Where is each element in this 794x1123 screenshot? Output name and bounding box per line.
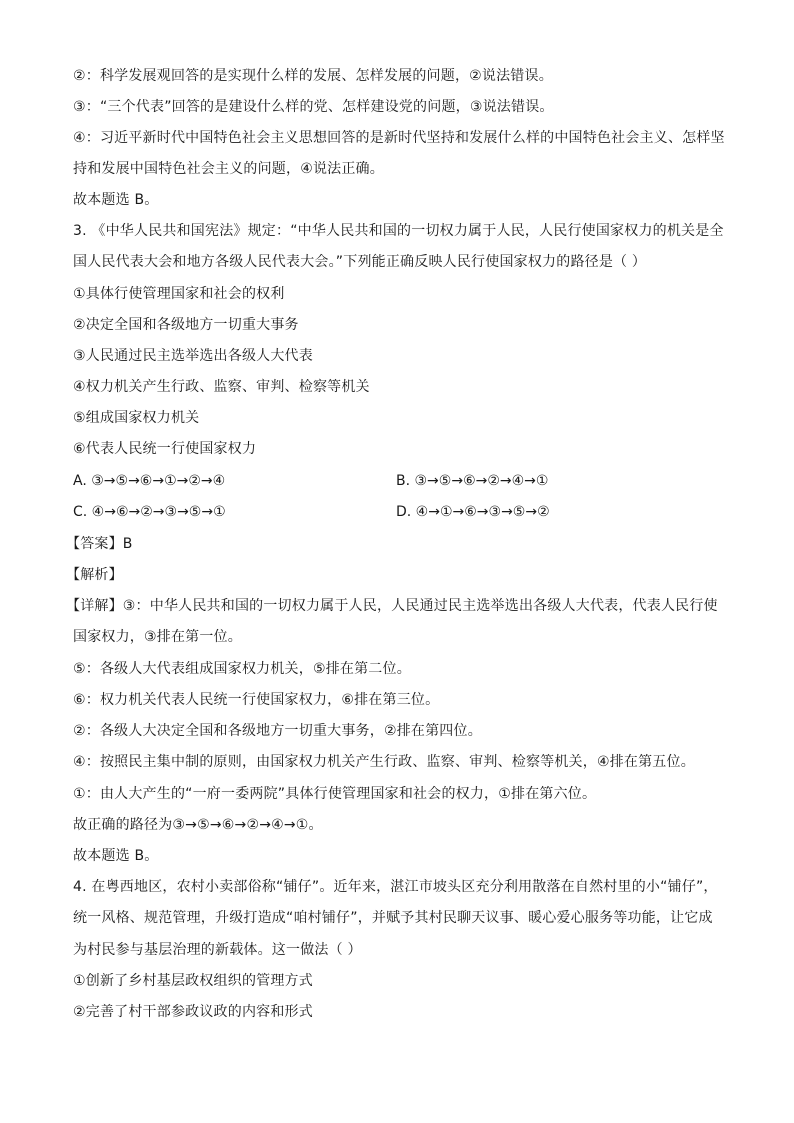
q3-option-b: B. ③→⑤→⑥→②→④→① [396, 473, 549, 489]
q4-stem-line: 为村民参与基层治理的新载体。这一做法（ ） [73, 942, 362, 958]
q3-option-a: A. ③→⑤→⑥→①→②→④ [73, 473, 226, 489]
q3-answer: 【答案】B [66, 536, 133, 552]
q3-analysis-label: 【解析】 [66, 567, 123, 583]
q3-item: ④权力机关产生行政、监察、审判、检察等机关 [73, 379, 370, 395]
q3-detail-line: ④：按照民主集中制的原则，由国家权力机关产生行政、监察、审判、检察等机关，④排在第五位。 [73, 754, 695, 770]
q3-detail-line: ①：由人大产生的“一府一委两院”具体行使管理国家和社会的权力，①排在第六位。 [73, 786, 597, 802]
q3-stem-line: 3. 《中华人民共和国宪法》规定：“中华人民共和国的一切权力属于人民，人民行使国家权力的机关是全 [73, 223, 724, 239]
q3-detail-line: ⑤：各级人大代表组成国家权力机关，⑤排在第二位。 [73, 661, 411, 677]
prev-analysis-line: ④：习近平新时代中国特色社会主义思想回答的是新时代坚持和发展什么样的中国特色社会主义、怎样坚 [73, 130, 725, 146]
q3-stem-line: 国人民代表大会和地方各级人民代表大会。”下列能正确反映人民行使国家权力的路径是（ ） [73, 254, 647, 270]
q3-option-c: C. ④→⑥→②→③→⑤→① [73, 504, 226, 520]
q3-item: ③人民通过民主选举选出各级人大代表 [73, 348, 313, 364]
q4-item: ①创新了乡村基层政权组织的管理方式 [73, 973, 313, 989]
prev-analysis-line: 持和发展中国特色社会主义的问题，④说法正确。 [73, 161, 384, 177]
q3-detail-path: 故正确的路径为③→⑤→⑥→②→④→①。 [73, 817, 323, 833]
prev-analysis-line: ③：“三个代表”回答的是建设什么样的党、怎样建设党的问题，③说法错误。 [73, 99, 554, 115]
q4-item: ②完善了村干部参政议政的内容和形式 [73, 1004, 313, 1020]
q3-detail-line: 【详解】③：中华人民共和国的一切权力属于人民，人民通过民主选举选出各级人大代表，代表人民行使 [66, 598, 718, 614]
q3-item: ②决定全国和各级地方一切重大事务 [73, 317, 299, 333]
prev-analysis-conclusion: 故本题选 B。 [73, 192, 159, 208]
q3-item: ①具体行使管理国家和社会的权利 [73, 286, 285, 302]
q4-stem-line: 4. 在粤西地区，农村小卖部俗称“铺仔”。近年来，湛江市坡头区充分利用散落在自然村里的小“铺仔”， [73, 879, 718, 895]
q3-option-d: D. ④→①→⑥→③→⑤→② [396, 504, 550, 520]
q3-detail-conclusion: 故本题选 B。 [73, 848, 159, 864]
q3-detail-line: 国家权力，③排在第一位。 [73, 629, 242, 645]
q3-detail-line: ②：各级人大决定全国和各级地方一切重大事务，②排在第四位。 [73, 723, 482, 739]
prev-analysis-line: ②：科学发展观回答的是实现什么样的发展、怎样发展的问题，②说法错误。 [73, 68, 553, 84]
q3-detail-line: ⑥：权力机关代表人民统一行使国家权力，⑥排在第三位。 [73, 692, 440, 708]
q4-stem-line: 统一风格、规范管理，升级打造成“咱村铺仔”，并赋予其村民聊天议事、暖心爱心服务等功能，让它成 [73, 910, 713, 926]
q3-item: ⑥代表人民统一行使国家权力 [73, 441, 257, 457]
q3-item: ⑤组成国家权力机关 [73, 410, 200, 426]
